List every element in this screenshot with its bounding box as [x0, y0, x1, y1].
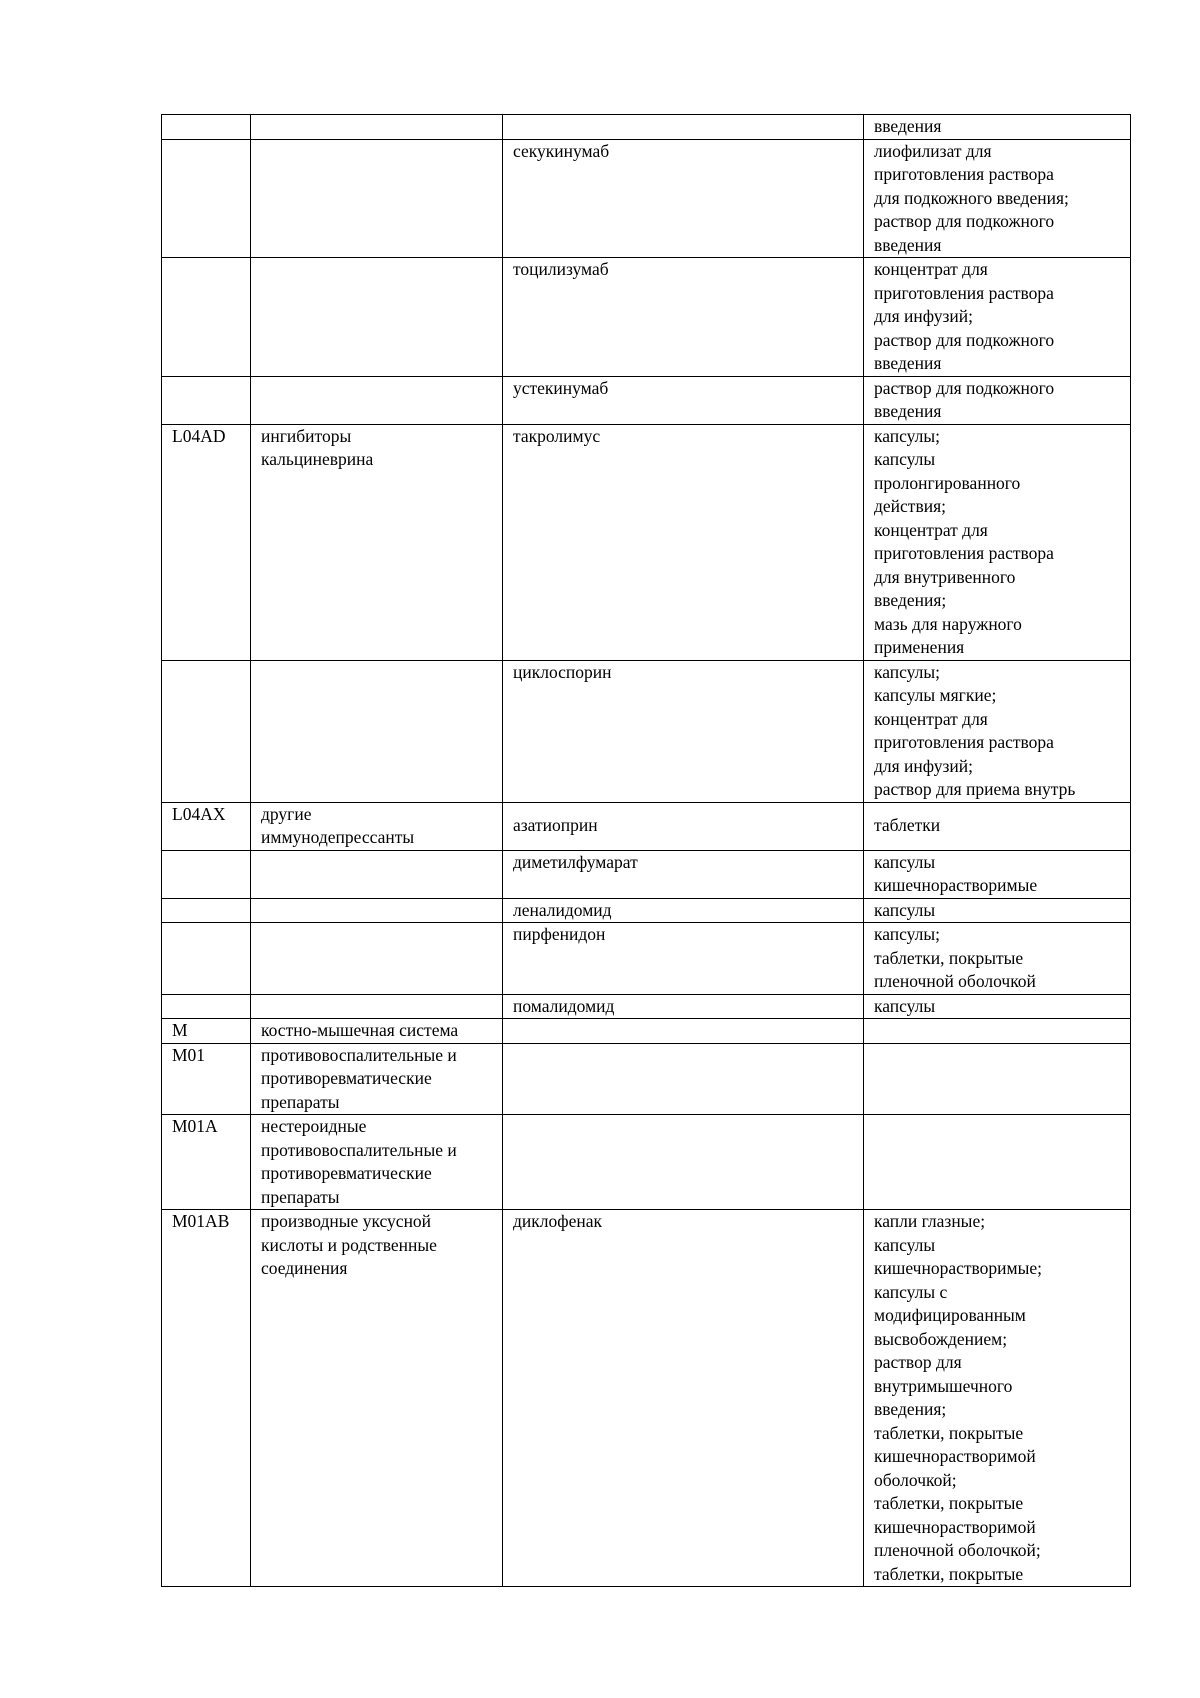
cell-text-line: помалидомид [513, 995, 615, 1016]
cell-text-line: производные уксусной [261, 1211, 432, 1231]
group-name-cell [251, 898, 503, 923]
drug-name-cell [503, 1115, 864, 1210]
dosage-forms-cell [864, 660, 1131, 802]
cell-text-line: кишечнорастворимой [874, 1446, 1036, 1466]
cell-text-line: костно-мышечная система [261, 1020, 459, 1040]
cell-text-line: M01A [172, 1116, 218, 1136]
cell-text-line: азатиоприн [513, 815, 598, 836]
cell-text-line: капсулы [874, 1234, 936, 1255]
cell-text-line: кальциневрина [261, 449, 374, 469]
cell-text-line: концентрат для [874, 259, 988, 279]
table-row [162, 376, 1131, 424]
group-name-cell [251, 1210, 503, 1587]
cell-text-line: для инфузий; [874, 306, 973, 326]
cell-text-line: раствор для подкожного [874, 211, 1055, 231]
cell-text-line: капсулы с [874, 1281, 948, 1302]
cell-text-line: кишечнорастворимой [874, 1516, 1036, 1537]
dosage-forms-cell [864, 923, 1131, 995]
cell-text-line: концентрат для [874, 519, 988, 540]
table-row [162, 850, 1131, 898]
cell-text-line: M [172, 1020, 188, 1040]
dosage-forms-cell [864, 994, 1131, 1019]
atc-code-cell [162, 1210, 251, 1587]
table-row [162, 1019, 1131, 1044]
cell-text-line: противовоспалительные и [261, 1044, 457, 1065]
group-name-cell [251, 1019, 503, 1044]
group-name-cell [251, 923, 503, 995]
group-name-cell [251, 1043, 503, 1115]
atc-code-cell [162, 660, 251, 802]
cell-text-line: леналидомид [513, 899, 612, 920]
cell-text-line: препараты [261, 1091, 340, 1112]
cell-text-line: оболочкой; [874, 1469, 957, 1490]
table-row [162, 802, 1131, 850]
drug-name-cell [503, 258, 864, 377]
drug-name-cell [503, 424, 864, 660]
cell-text-line: противоревматические [261, 1068, 432, 1088]
table-row [162, 1115, 1131, 1210]
dosage-forms-cell [864, 1019, 1131, 1044]
drug-name-cell [503, 1019, 864, 1044]
atc-code-cell [162, 1043, 251, 1115]
atc-code-cell [162, 898, 251, 923]
cell-text-line: капсулы [874, 995, 936, 1016]
cell-text-line: препараты [261, 1186, 340, 1207]
cell-text-line: противоревматические [261, 1163, 432, 1183]
cell-text-line: устекинумаб [513, 377, 609, 398]
group-name-cell [251, 850, 503, 898]
dosage-forms-cell [864, 1210, 1131, 1587]
table-row [162, 898, 1131, 923]
cell-text-line: таблетки, покрытые [874, 947, 1024, 968]
cell-text-line: соединения [261, 1258, 348, 1278]
cell-text-line: пленочной оболочкой; [874, 1540, 1041, 1560]
cell-text-line: введения [874, 353, 942, 373]
cell-text-line: пирфенидон [513, 924, 606, 944]
cell-text-line: концентрат для [874, 708, 988, 729]
cell-text-line: L04AX [172, 803, 226, 824]
cell-text-line: капсулы; [874, 661, 941, 682]
table-body [162, 115, 1131, 1587]
cell-text-line: раствор для подкожного [874, 329, 1055, 350]
cell-text-line: действия; [874, 496, 946, 516]
cell-text-line: кишечнорастворимые [874, 875, 1038, 895]
atc-code-cell [162, 424, 251, 660]
cell-text-line: высвобождением; [874, 1328, 1008, 1349]
drug-name-cell [503, 802, 864, 850]
dosage-forms-cell [864, 1115, 1131, 1210]
cell-text-line: кислоты и родственные [261, 1234, 437, 1255]
dosage-forms-cell [864, 424, 1131, 660]
cell-text-line: такролимус [513, 425, 601, 446]
atc-code-cell [162, 994, 251, 1019]
cell-text-line: нестероидные [261, 1116, 367, 1136]
cell-text-line: капли глазные; [874, 1211, 986, 1231]
dosage-forms-cell [864, 802, 1131, 850]
cell-text-line: тоцилизумаб [513, 259, 609, 279]
drug-name-cell [503, 115, 864, 140]
group-name-cell [251, 115, 503, 140]
drug-name-cell [503, 898, 864, 923]
cell-text-line: капсулы; [874, 425, 941, 446]
drug-name-cell [503, 376, 864, 424]
dosage-forms-cell [864, 258, 1131, 377]
cell-text-line: введения [874, 234, 942, 255]
drug-list-table [161, 114, 1131, 1587]
cell-text-line: M01 [172, 1044, 206, 1065]
dosage-forms-cell [864, 1043, 1131, 1115]
cell-text-line: применения [874, 637, 965, 657]
cell-text-line: капсулы [874, 899, 936, 920]
cell-text-line: приготовления раствора [874, 282, 1054, 303]
cell-text-line: введения [874, 116, 942, 136]
cell-text-line: капсулы; [874, 924, 941, 944]
group-name-cell [251, 802, 503, 850]
atc-code-cell [162, 802, 251, 850]
cell-text-line: приготовления раствора [874, 732, 1054, 752]
dosage-forms-cell [864, 898, 1131, 923]
cell-text-line: ингибиторы [261, 425, 352, 446]
group-name-cell [251, 258, 503, 377]
drug-name-cell [503, 660, 864, 802]
atc-code-cell [162, 1019, 251, 1044]
cell-text-line: другие [261, 803, 312, 824]
cell-text-line: раствор для приема внутрь [874, 779, 1076, 799]
cell-text-line: противовоспалительные и [261, 1139, 457, 1160]
cell-text-line: диметилфумарат [513, 851, 638, 872]
cell-text-line: введения [874, 401, 942, 421]
dosage-forms-cell [864, 376, 1131, 424]
cell-text-line: внутримышечного [874, 1375, 1013, 1396]
cell-text-line: циклоспорин [513, 661, 612, 682]
dosage-forms-cell [864, 850, 1131, 898]
cell-text-line: кишечнорастворимые; [874, 1258, 1042, 1278]
table-row [162, 994, 1131, 1019]
cell-text-line: приготовления раствора [874, 164, 1054, 184]
cell-text-line: для внутривенного [874, 566, 1016, 587]
cell-text-line: иммунодепрессанты [261, 827, 415, 847]
cell-text-line: таблетки [874, 815, 941, 836]
cell-text-line: капсулы [874, 851, 936, 872]
cell-text-line: таблетки, покрытые [874, 1493, 1024, 1513]
atc-code-cell [162, 923, 251, 995]
table-row [162, 424, 1131, 660]
cell-text-line: введения; [874, 590, 947, 610]
drug-name-cell [503, 1210, 864, 1587]
cell-text-line: для инфузий; [874, 755, 973, 776]
cell-text-line: раствор для подкожного [874, 377, 1055, 398]
drug-name-cell [503, 850, 864, 898]
table-row [162, 923, 1131, 995]
dosage-forms-cell [864, 139, 1131, 258]
cell-text-line: пленочной оболочкой [874, 971, 1036, 991]
cell-text-line: введения; [874, 1399, 947, 1419]
group-name-cell [251, 994, 503, 1019]
cell-text-line: раствор для [874, 1352, 962, 1372]
atc-code-cell [162, 850, 251, 898]
group-name-cell [251, 424, 503, 660]
table-row [162, 258, 1131, 377]
group-name-cell [251, 376, 503, 424]
atc-code-cell [162, 115, 251, 140]
drug-name-cell [503, 139, 864, 258]
cell-text-line: M01AB [172, 1211, 230, 1231]
cell-text-line: таблетки, покрытые [874, 1563, 1024, 1584]
atc-code-cell [162, 258, 251, 377]
group-name-cell [251, 1115, 503, 1210]
drug-name-cell [503, 1043, 864, 1115]
dosage-forms-cell [864, 115, 1131, 140]
cell-text-line: пролонгированного [874, 472, 1021, 493]
cell-text-line: модифицированным [874, 1305, 1026, 1325]
cell-text-line: лиофилизат для [874, 140, 992, 161]
cell-text-line: капсулы [874, 449, 936, 469]
cell-text-line: приготовления раствора [874, 543, 1054, 563]
drug-name-cell [503, 994, 864, 1019]
cell-text-line: мазь для наружного [874, 613, 1022, 634]
cell-text-line: для подкожного введения; [874, 187, 1069, 208]
table-row [162, 115, 1131, 140]
group-name-cell [251, 660, 503, 802]
atc-code-cell [162, 376, 251, 424]
group-name-cell [251, 139, 503, 258]
table-row [162, 1043, 1131, 1115]
cell-text-line: таблетки, покрытые [874, 1422, 1024, 1443]
table-row [162, 1210, 1131, 1587]
atc-code-cell [162, 139, 251, 258]
cell-text-line: диклофенак [513, 1211, 602, 1231]
cell-text-line: L04AD [172, 425, 226, 446]
cell-text-line: капсулы мягкие; [874, 685, 997, 705]
atc-code-cell [162, 1115, 251, 1210]
table-row [162, 660, 1131, 802]
table-row [162, 139, 1131, 258]
cell-text-line: секукинумаб [513, 140, 610, 161]
drug-name-cell [503, 923, 864, 995]
